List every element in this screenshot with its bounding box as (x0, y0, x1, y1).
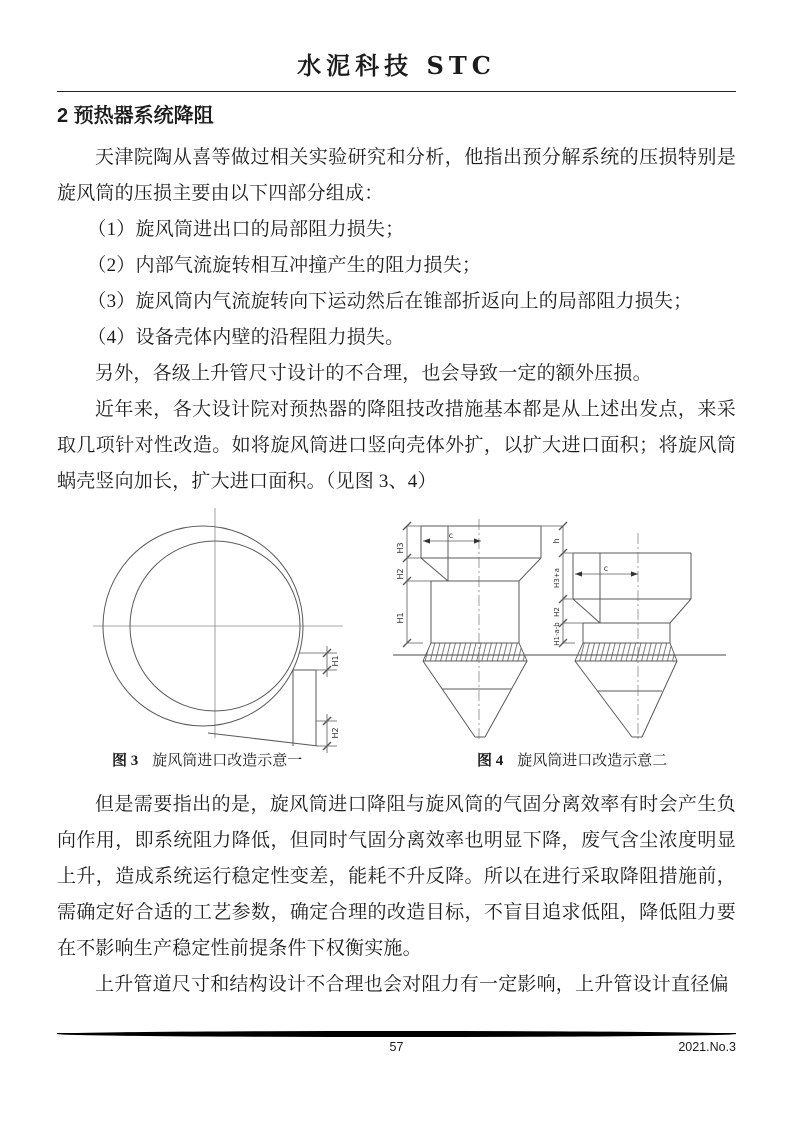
dim-label-H1ab: H1-a-b (553, 622, 561, 646)
figure-3-drawing (75, 503, 375, 755)
paragraph-riser: 上升管道尺寸和结构设计不合理也会对阻力有一定影响，上升管设计直径偏 (95, 974, 729, 995)
figure-4-drawing (393, 511, 728, 757)
paragraph-intro: 天津院陶从喜等做过相关实验研究和分析，他指出预分解系统的压损特别是旋风筒的压损主要由以下四部分组成： (57, 147, 736, 204)
footer-rule-thin (57, 1033, 736, 1034)
guide-vane-band (575, 643, 677, 661)
dim-label-h2: H2 (331, 727, 340, 739)
dim-label-H2: H2 (553, 607, 561, 617)
barrel (431, 581, 519, 643)
inlet-extension-rect (293, 670, 316, 746)
journal-title: 水泥科技 STC (297, 51, 496, 80)
arrowhead (575, 571, 582, 576)
figure-3-caption (112, 751, 302, 771)
footer (57, 1040, 736, 1058)
list-item-1: （1）旋风筒进出口的局部阻力损失； (87, 219, 405, 240)
transition (573, 599, 691, 623)
paragraph-caution: 但是需要指出的是，旋风筒进口降阻与旋风筒的气固分离效率有时会产生负向作用，即系统阻力降低，但同时气固分离效率也明显下降，废气含尘浓度明显上升，造成系统运行稳定性变差，能耗不升反降。所以在进行采取降阻措施前，需确定好合适的工艺参数，确定合理的改造目标，不盲目追求低阻，降低阻力要在不影响生产稳定性前提条件下权衡实施。 (57, 794, 736, 959)
transition (421, 558, 541, 581)
barrel (583, 623, 670, 643)
dim-lines (407, 526, 431, 643)
body-text-upper (57, 140, 736, 500)
arrowhead (474, 538, 481, 543)
dim-label-H1: H1 (396, 612, 405, 624)
figure-3-caption-text: 旋风筒进口改造示意一 (152, 753, 303, 769)
figure-4-label: 图 4 (477, 753, 504, 769)
page-number: 57 (389, 1040, 404, 1054)
cyclone-right (541, 522, 691, 739)
dim-lines (541, 526, 583, 643)
cyclone-top-view (103, 526, 318, 746)
cyclone-left (396, 519, 541, 739)
footer-rule (57, 1031, 736, 1037)
section-heading: 2 预热器系统降阻 (57, 105, 214, 127)
list-item-4: （4）设备壳体内壁的沿程阻力损失。 (87, 327, 405, 348)
cyclone-left-outline (421, 526, 541, 737)
volute-tangent-line (208, 733, 318, 746)
dim-label-h1: H1 (331, 655, 340, 667)
paragraph-measures: 近年来，各大设计院对预热器的降阻技改措施基本都是从上述出发点，来采取几项针对性改造。如将旋风筒进口竖向壳体外扩，以扩大进口面积；将旋风筒蜗壳竖向加长，扩大进口面积。（见图 3、4） (57, 399, 736, 492)
figure-4-caption-text: 旋风筒进口改造示意二 (517, 753, 668, 769)
list-item-2: （2）内部气流旋转相互冲撞产生的阻力损失； (87, 255, 482, 276)
body-text-lower (57, 787, 736, 1003)
figure-3-label: 图 3 (112, 753, 139, 769)
figure-4-caption (477, 751, 667, 771)
dim-label-h: h (552, 538, 561, 544)
dim-label-c: c (448, 531, 454, 540)
dims-left-cyclone (403, 522, 481, 647)
dim-label-H3: H3 (396, 542, 405, 554)
paragraph-extra-loss: 另外，各级上升管尺寸设计的不合理，也会导致一定的额外压损。 (95, 363, 652, 384)
issue-number: 2021.No.3 (678, 1040, 736, 1054)
guide-vane-band (423, 643, 527, 661)
dim-label-c: c (603, 564, 609, 573)
dim-label-H2: H2 (396, 568, 405, 580)
header-rule (57, 91, 736, 92)
cone (575, 661, 677, 737)
arrowhead (423, 538, 430, 543)
inlet-box (421, 526, 541, 558)
arrowhead (631, 571, 638, 576)
list-item-3: （3）旋风筒内气流旋转向下运动然后在锥部折返向上的局部阻力损失； (87, 291, 693, 312)
dim-label-H3a: H3+a (553, 568, 561, 588)
cone (423, 661, 527, 737)
